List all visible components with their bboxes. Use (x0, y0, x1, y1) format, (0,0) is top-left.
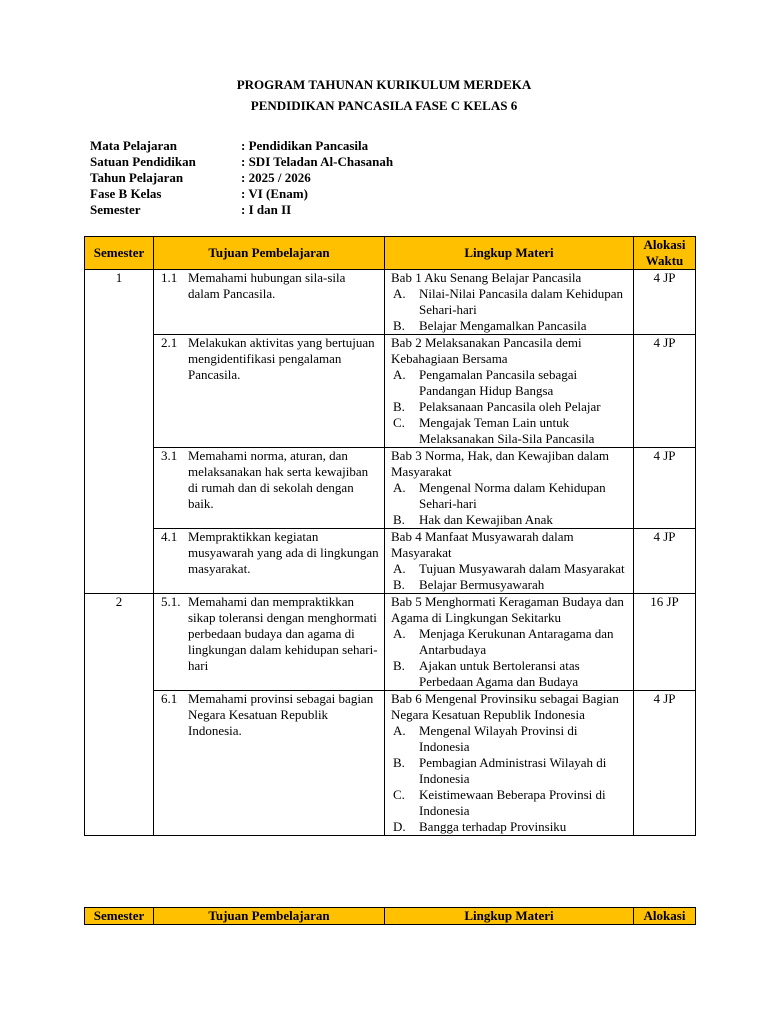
table-row (85, 529, 696, 594)
meta-value: : I dan II (241, 202, 292, 217)
meta-value: : 2025 / 2026 (241, 170, 311, 185)
materi-text: Mengenal Norma dalam Kehidupan Sehari-hari (419, 480, 606, 511)
materi-text: Pengamalan Pancasila sebagai Pandangan Hidup Bangsa (419, 367, 578, 398)
table-body (85, 270, 696, 836)
tujuan-item (154, 529, 384, 577)
meta-row (90, 138, 393, 154)
lingkup-cell (385, 270, 634, 335)
lingkup-cell (385, 335, 634, 448)
meta-key: Semester (90, 202, 141, 217)
meta-key: Satuan Pendidikan (90, 154, 196, 169)
materi-letter: A. (393, 626, 406, 641)
bab-title: Bab 2 Melaksanakan Pancasila demi Kebahagiaan Bersama (391, 335, 582, 366)
materi-text: Tujuan Musyawarah dalam Masyarakat (419, 561, 625, 576)
materi-item (391, 626, 627, 658)
materi-letter: A. (393, 480, 406, 495)
table-header-row (85, 237, 696, 270)
materi-letter: B. (393, 755, 405, 770)
tujuan-number: 2.1 (161, 335, 178, 350)
materi-item (391, 658, 627, 690)
tujuan-item (154, 691, 384, 739)
bab-title: Bab 3 Norma, Hak, dan Kewajiban dalam Masyarakat (391, 448, 610, 479)
tujuan-cell (154, 448, 385, 529)
materi-item (391, 577, 627, 593)
tujuan-cell (154, 335, 385, 448)
materi-text: Bangga terhadap Provinsiku (419, 819, 567, 834)
header-tujuan: Tujuan Pembelajaran (154, 908, 385, 925)
table-row (85, 270, 696, 335)
table-row (85, 335, 696, 448)
header-semester: Semester (85, 908, 154, 925)
materi-item (391, 787, 627, 819)
tujuan-number: 5.1. (161, 594, 181, 609)
materi-item (391, 415, 627, 447)
header-lingkup: Lingkup Materi (385, 908, 634, 925)
tujuan-text: Mempraktikkan kegiatan musyawarah yang ada di lingkungan masyarakat. (188, 529, 379, 576)
tujuan-number: 6.1 (161, 691, 178, 706)
materi-text: Hak dan Kewajiban Anak (419, 512, 553, 527)
alokasi-cell: 4 JP (634, 529, 696, 594)
tujuan-item (154, 335, 384, 383)
program-table-continued (84, 907, 696, 925)
tujuan-number: 1.1 (161, 270, 178, 285)
meta-row (90, 202, 393, 218)
doc-title: PROGRAM TAHUNAN KURIKULUM MERDEKA (236, 77, 532, 92)
alokasi-cell: 16 JP (634, 594, 696, 691)
materi-letter: B. (393, 318, 405, 333)
tujuan-text: Memahami provinsi sebagai bagian Negara Kesatuan Republik Indonesia. (188, 691, 374, 738)
tujuan-text: Memahami norma, aturan, dan melaksanakan hak serta kewajiban di rumah dan di sekolah dengan baik. (188, 448, 369, 511)
materi-item (391, 399, 627, 415)
materi-letter: B. (393, 577, 405, 592)
alokasi-cell: 4 JP (634, 448, 696, 529)
materi-text: Mengajak Teman Lain untuk Melaksanakan Sila-Sila Pancasila (419, 415, 595, 446)
materi-letter: B. (393, 512, 405, 527)
materi-text: Menjaga Kerukunan Antaragama dan Antarbudaya (419, 626, 614, 657)
tujuan-cell (154, 691, 385, 836)
meta-row (90, 154, 393, 170)
materi-letter: B. (393, 658, 405, 673)
meta-value: : VI (Enam) (241, 186, 308, 201)
lingkup-cell (385, 594, 634, 691)
meta-key: Mata Pelajaran (90, 138, 178, 153)
tujuan-text: Memahami dan mempraktikkan sikap toleransi dengan menghormati perbedaan budaya dan agama di lingkungan dalam kehidupan sehari-hari (188, 594, 378, 673)
materi-letter: D. (393, 819, 406, 834)
materi-item (391, 512, 627, 528)
lingkup-cell (385, 691, 634, 836)
materi-letter: A. (393, 367, 406, 382)
tujuan-item (154, 270, 384, 302)
tujuan-cell (154, 529, 385, 594)
semester-cell: 2 (85, 594, 154, 836)
table-row (85, 594, 696, 691)
materi-text: Ajakan untuk Bertoleransi atas Perbedaan Agama dan Budaya (419, 658, 580, 689)
semester-cell: 1 (85, 270, 154, 594)
bab-title: Bab 5 Menghormati Keragaman Budaya dan Agama di Lingkungan Sekitarku (391, 594, 624, 625)
meta-row (90, 186, 393, 202)
alokasi-cell: 4 JP (634, 691, 696, 836)
meta-value: : SDI Teladan Al-Chasanah (241, 154, 394, 169)
materi-letter: A. (393, 723, 406, 738)
materi-text: Mengenal Wilayah Provinsi di Indonesia (419, 723, 578, 754)
meta-row (90, 170, 393, 186)
bab-title: Bab 1 Aku Senang Belajar Pancasila (391, 270, 582, 285)
header-semester: Semester (85, 237, 154, 270)
materi-text: Belajar Bermusyawarah (419, 577, 545, 592)
tujuan-cell (154, 594, 385, 691)
program-table (84, 236, 696, 836)
tujuan-number: 4.1 (161, 529, 178, 544)
materi-text: Nilai-Nilai Pancasila dalam Kehidupan Sehari-hari (419, 286, 623, 317)
table-row (85, 448, 696, 529)
tujuan-item (154, 594, 384, 674)
tujuan-number: 3.1 (161, 448, 178, 463)
materi-text: Keistimewaan Beberapa Provinsi di Indonesia (419, 787, 606, 818)
meta-key: Tahun Pelajaran (90, 170, 184, 185)
meta-key: Fase B Kelas (90, 186, 162, 201)
table-row (85, 691, 696, 836)
tujuan-item (154, 448, 384, 512)
materi-item (391, 318, 627, 334)
table-header-row (85, 908, 696, 925)
tujuan-text: Melakukan aktivitas yang bertujuan mengidentifikasi pengalaman Pancasila. (188, 335, 375, 382)
bab-title: Bab 4 Manfaat Musyawarah dalam Masyarakat (391, 529, 574, 560)
header-lingkup: Lingkup Materi (385, 237, 634, 270)
materi-text: Pembagian Administrasi Wilayah di Indonesia (419, 755, 607, 786)
meta-value: : Pendidikan Pancasila (241, 138, 369, 153)
materi-item (391, 723, 627, 755)
materi-text: Pelaksanaan Pancasila oleh Pelajar (419, 399, 601, 414)
materi-letter: C. (393, 787, 405, 802)
tujuan-cell (154, 270, 385, 335)
materi-item (391, 367, 627, 399)
materi-letter: A. (393, 561, 406, 576)
lingkup-cell (385, 448, 634, 529)
doc-subtitle: PENDIDIKAN PANCASILA FASE C KELAS 6 (250, 98, 518, 113)
materi-item (391, 561, 627, 577)
meta-block (90, 138, 393, 218)
header-alokasi: Alokasi (634, 908, 696, 925)
alokasi-cell: 4 JP (634, 270, 696, 335)
tujuan-text: Memahami hubungan sila-sila dalam Pancasila. (188, 270, 346, 301)
materi-text: Belajar Mengamalkan Pancasila (419, 318, 587, 333)
materi-item (391, 480, 627, 512)
alokasi-cell: 4 JP (634, 335, 696, 448)
bab-title: Bab 6 Mengenal Provinsiku sebagai Bagian Negara Kesatuan Republik Indonesia (391, 691, 619, 722)
lingkup-cell (385, 529, 634, 594)
materi-item (391, 755, 627, 787)
materi-letter: A. (393, 286, 406, 301)
header-tujuan: Tujuan Pembelajaran (154, 237, 385, 270)
materi-letter: C. (393, 415, 405, 430)
materi-item (391, 286, 627, 318)
materi-letter: B. (393, 399, 405, 414)
materi-item (391, 819, 627, 835)
header-alokasi: Alokasi Waktu (634, 237, 696, 270)
